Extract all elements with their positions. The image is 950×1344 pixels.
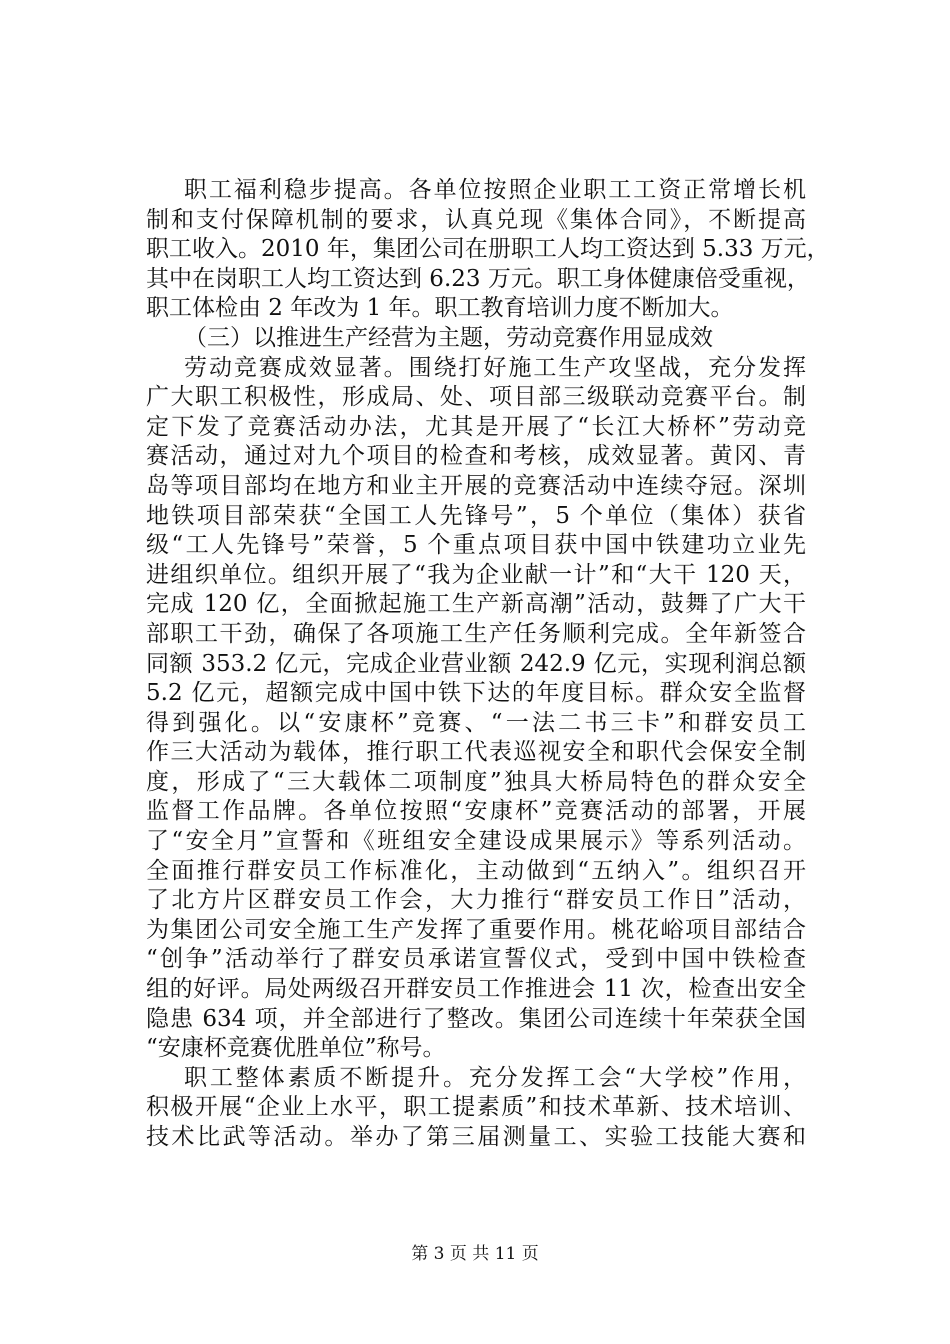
body-text: [146, 176, 830, 1153]
text-line: 全面推行群安员工作标准化，主动做到“五纳入”。组织召开: [146, 857, 806, 884]
text-line: 技术比武等活动。举办了第三届测量工、实验工技能大赛和: [146, 1124, 806, 1150]
text-line: 作三大活动为载体，推行职工代表巡视安全和职代会保安全制: [146, 739, 806, 766]
text-line: 了“安全月”宣誓和《班组安全建设成果展示》等系列活动。: [146, 828, 806, 855]
text-line: 地铁项目部荣获“全国工人先锋号”，5 个单位（集体）获省: [146, 502, 806, 529]
text-line: 职工收入。2010 年，集团公司在册职工人均工资达到 5.33 万元，: [146, 236, 830, 263]
text-line: 度，形成了“三大载体二项制度”独具大桥局特色的群众安全: [146, 768, 806, 795]
page-footer: [0, 1243, 950, 1265]
text-line: 部职工干劲，确保了各项施工生产任务顺利完成。全年新签合: [146, 620, 806, 647]
text-line: 为集团公司安全施工生产发挥了重要作用。桃花峪项目部结合: [146, 916, 806, 943]
text-line: 积极开展“企业上水平，职工提素质”和技术革新、技术培训、: [146, 1094, 806, 1121]
section-heading: （三）以推进生产经营为主题，劳动竞赛作用显成效: [184, 324, 713, 351]
text-line: 同额 353.2 亿元，完成企业营业额 242.9 亿元，实现利润总额: [146, 650, 806, 677]
text-line: 赛活动，通过对九个项目的检查和考核，成效显著。黄冈、青: [146, 443, 806, 470]
text-line: 职工福利稳步提高。各单位按照企业职工工资正常增长机: [184, 177, 806, 203]
text-line: 广大职工积极性，形成局、处、项目部三级联动竞赛平台。制: [146, 384, 806, 411]
text-line: 隐患 634 项，并全部进行了整改。集团公司连续十年荣获全国: [146, 1005, 806, 1032]
text-line: 职工整体素质不断提升。充分发挥工会“大学校”作用，: [184, 1064, 806, 1091]
text-line: 岛等项目部均在地方和业主开展的竞赛活动中连续夺冠。深圳: [146, 472, 806, 499]
text-line: 职工体检由 2 年改为 1 年。职工教育培训力度不断加大。: [146, 295, 734, 322]
text-line: 组的好评。局处两级召开群安员工作推进会 11 次，检查出安全: [146, 976, 806, 1003]
text-line: 定下发了竞赛活动办法，尤其是开展了“长江大桥杯”劳动竞: [146, 413, 806, 440]
text-line: 其中在岗职工人均工资达到 6.23 万元。职工身体健康倍受重视，: [146, 265, 810, 292]
text-line: “安康杯竞赛优胜单位”称号。: [146, 1035, 446, 1062]
text-line: 5.2 亿元，超额完成中国中铁下达的年度目标。群众安全监督: [146, 680, 806, 707]
text-line: 级“工人先锋号”荣誉，5 个重点项目获中国中铁建功立业先: [146, 532, 806, 559]
page-number: 第 3 页 共 11 页: [411, 1244, 539, 1264]
text-line: “创争”活动举行了群安员承诺宣誓仪式，受到中国中铁检查: [146, 946, 806, 973]
text-line: 制和支付保障机制的要求，认真兑现《集体合同》，不断提高: [146, 206, 806, 233]
text-line: 得到强化。以“安康杯”竞赛、“一法二书三卡”和群安员工: [146, 709, 806, 736]
text-line: 了北方片区群安员工作会，大力推行“群安员工作日”活动，: [146, 887, 806, 914]
text-line: 劳动竞赛成效显著。围绕打好施工生产攻坚战，充分发挥: [184, 354, 806, 381]
text-line: 完成 120 亿，全面掀起施工生产新高潮”活动，鼓舞了广大干: [146, 591, 806, 618]
text-line: 监督工作品牌。各单位按照“安康杯”竞赛活动的部署，开展: [146, 798, 806, 825]
text-line: 进组织单位。组织开展了“我为企业献一计”和“大干 120 天，: [146, 561, 806, 588]
